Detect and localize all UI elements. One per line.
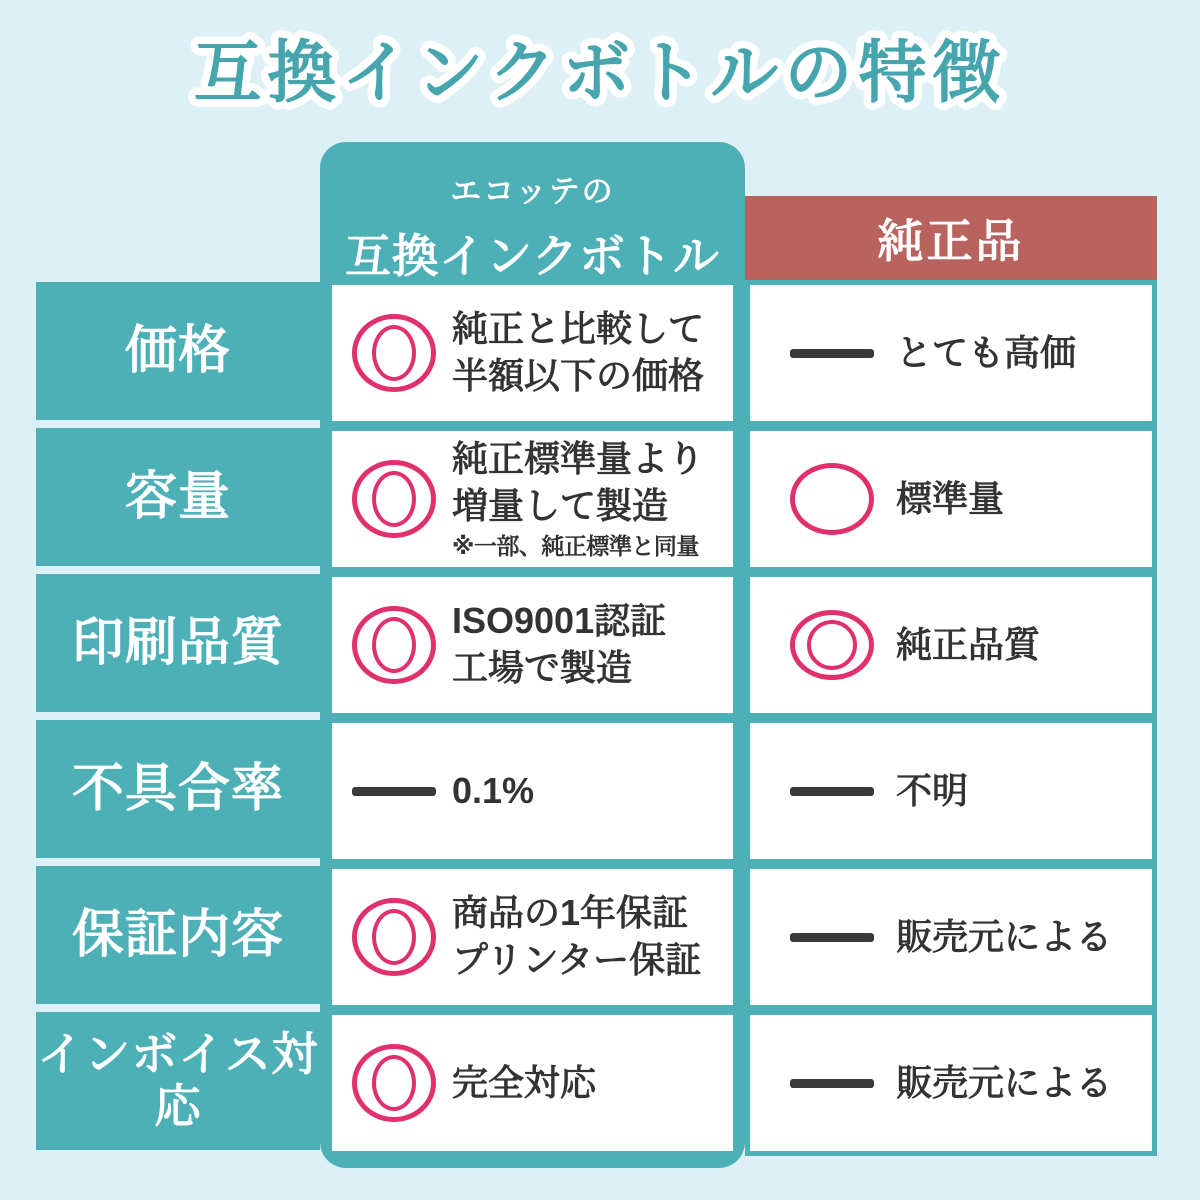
double-circle-icon xyxy=(352,314,436,392)
genuine-cell-text: 販売元による xyxy=(896,1061,1113,1103)
genuine-cell-price xyxy=(745,280,1157,426)
dash-icon xyxy=(352,787,436,796)
row-label-capacity xyxy=(36,428,320,566)
row-label-text: 容量 xyxy=(124,467,231,526)
product-cell-capacity xyxy=(332,431,733,567)
circle-icon xyxy=(790,463,874,535)
product-cell-quality xyxy=(332,577,733,713)
product-cell-text xyxy=(452,890,701,984)
double-circle-icon xyxy=(352,1044,436,1122)
row-label-text: 不具合率 xyxy=(71,759,284,818)
cell-line: 完全対応 xyxy=(452,1061,597,1103)
double-circle-icon xyxy=(352,460,436,538)
product-cell-text xyxy=(452,306,704,400)
row-label-text: 印刷品質 xyxy=(71,613,284,672)
genuine-cell-text: 純正品質 xyxy=(896,623,1041,665)
dash-icon xyxy=(790,787,874,796)
cell-line: 純正と比較して xyxy=(452,308,705,350)
product-cell-text xyxy=(452,598,666,692)
cell-line: 半額以下の価格 xyxy=(452,355,705,396)
product-column-header xyxy=(320,142,745,280)
cell-line: プリンター保証 xyxy=(452,939,702,980)
genuine-cell-text: 不明 xyxy=(896,769,969,811)
product-cell-text xyxy=(452,1060,596,1107)
genuine-column-header xyxy=(745,196,1157,280)
row-label-invoice xyxy=(36,1012,320,1150)
cell-line: 商品の1年保証 xyxy=(452,892,689,934)
row-label-text: インボイス対応 xyxy=(37,1028,319,1132)
product-cell-defect-rate xyxy=(332,723,733,859)
product-cell-text xyxy=(452,768,534,815)
title-banner xyxy=(50,14,1150,131)
genuine-cell-quality xyxy=(745,572,1157,718)
cell-line: ISO9001認証 xyxy=(452,600,667,642)
page-title: 互換インクボトルの特徴 xyxy=(193,35,1007,111)
cell-line: 0.1% xyxy=(452,769,535,811)
cell-note: ※一部、純正標準と同量 xyxy=(452,533,699,560)
product-column xyxy=(320,142,745,1168)
row-label-price xyxy=(36,282,320,420)
title-outline-graphic xyxy=(50,14,1150,126)
genuine-cell-invoice xyxy=(745,1010,1157,1156)
product-header-title: 互換インクボトル xyxy=(344,230,721,282)
product-cell-warranty xyxy=(332,869,733,1005)
dash-icon xyxy=(790,349,874,358)
genuine-cell-text: 販売元による xyxy=(896,915,1113,957)
genuine-cell-warranty xyxy=(745,864,1157,1010)
row-label-text: 価格 xyxy=(124,321,231,380)
row-label-warranty xyxy=(36,866,320,1004)
row-label-defect-rate xyxy=(36,720,320,858)
row-label-text: 保証内容 xyxy=(71,905,284,964)
product-header-brand: エコッテの xyxy=(450,174,615,209)
genuine-cell-text: とても高価 xyxy=(896,331,1077,373)
genuine-cell-capacity xyxy=(745,426,1157,572)
dash-icon xyxy=(790,1079,874,1088)
cell-line: 工場で製造 xyxy=(452,647,633,688)
genuine-header-title: 純正品 xyxy=(877,215,1025,267)
row-label-quality xyxy=(36,574,320,712)
dash-icon xyxy=(790,933,874,942)
genuine-cell-defect-rate xyxy=(745,718,1157,864)
product-cell-invoice xyxy=(332,1015,733,1151)
product-cell-price xyxy=(332,285,733,421)
double-circle-icon xyxy=(790,610,874,680)
product-cell-text xyxy=(452,436,704,562)
cell-line: 純正標準量より xyxy=(452,437,705,479)
double-circle-icon xyxy=(352,898,436,976)
double-circle-icon xyxy=(352,606,436,684)
genuine-cell-text: 標準量 xyxy=(896,477,1005,519)
cell-line: 増量して製造 xyxy=(452,484,669,526)
